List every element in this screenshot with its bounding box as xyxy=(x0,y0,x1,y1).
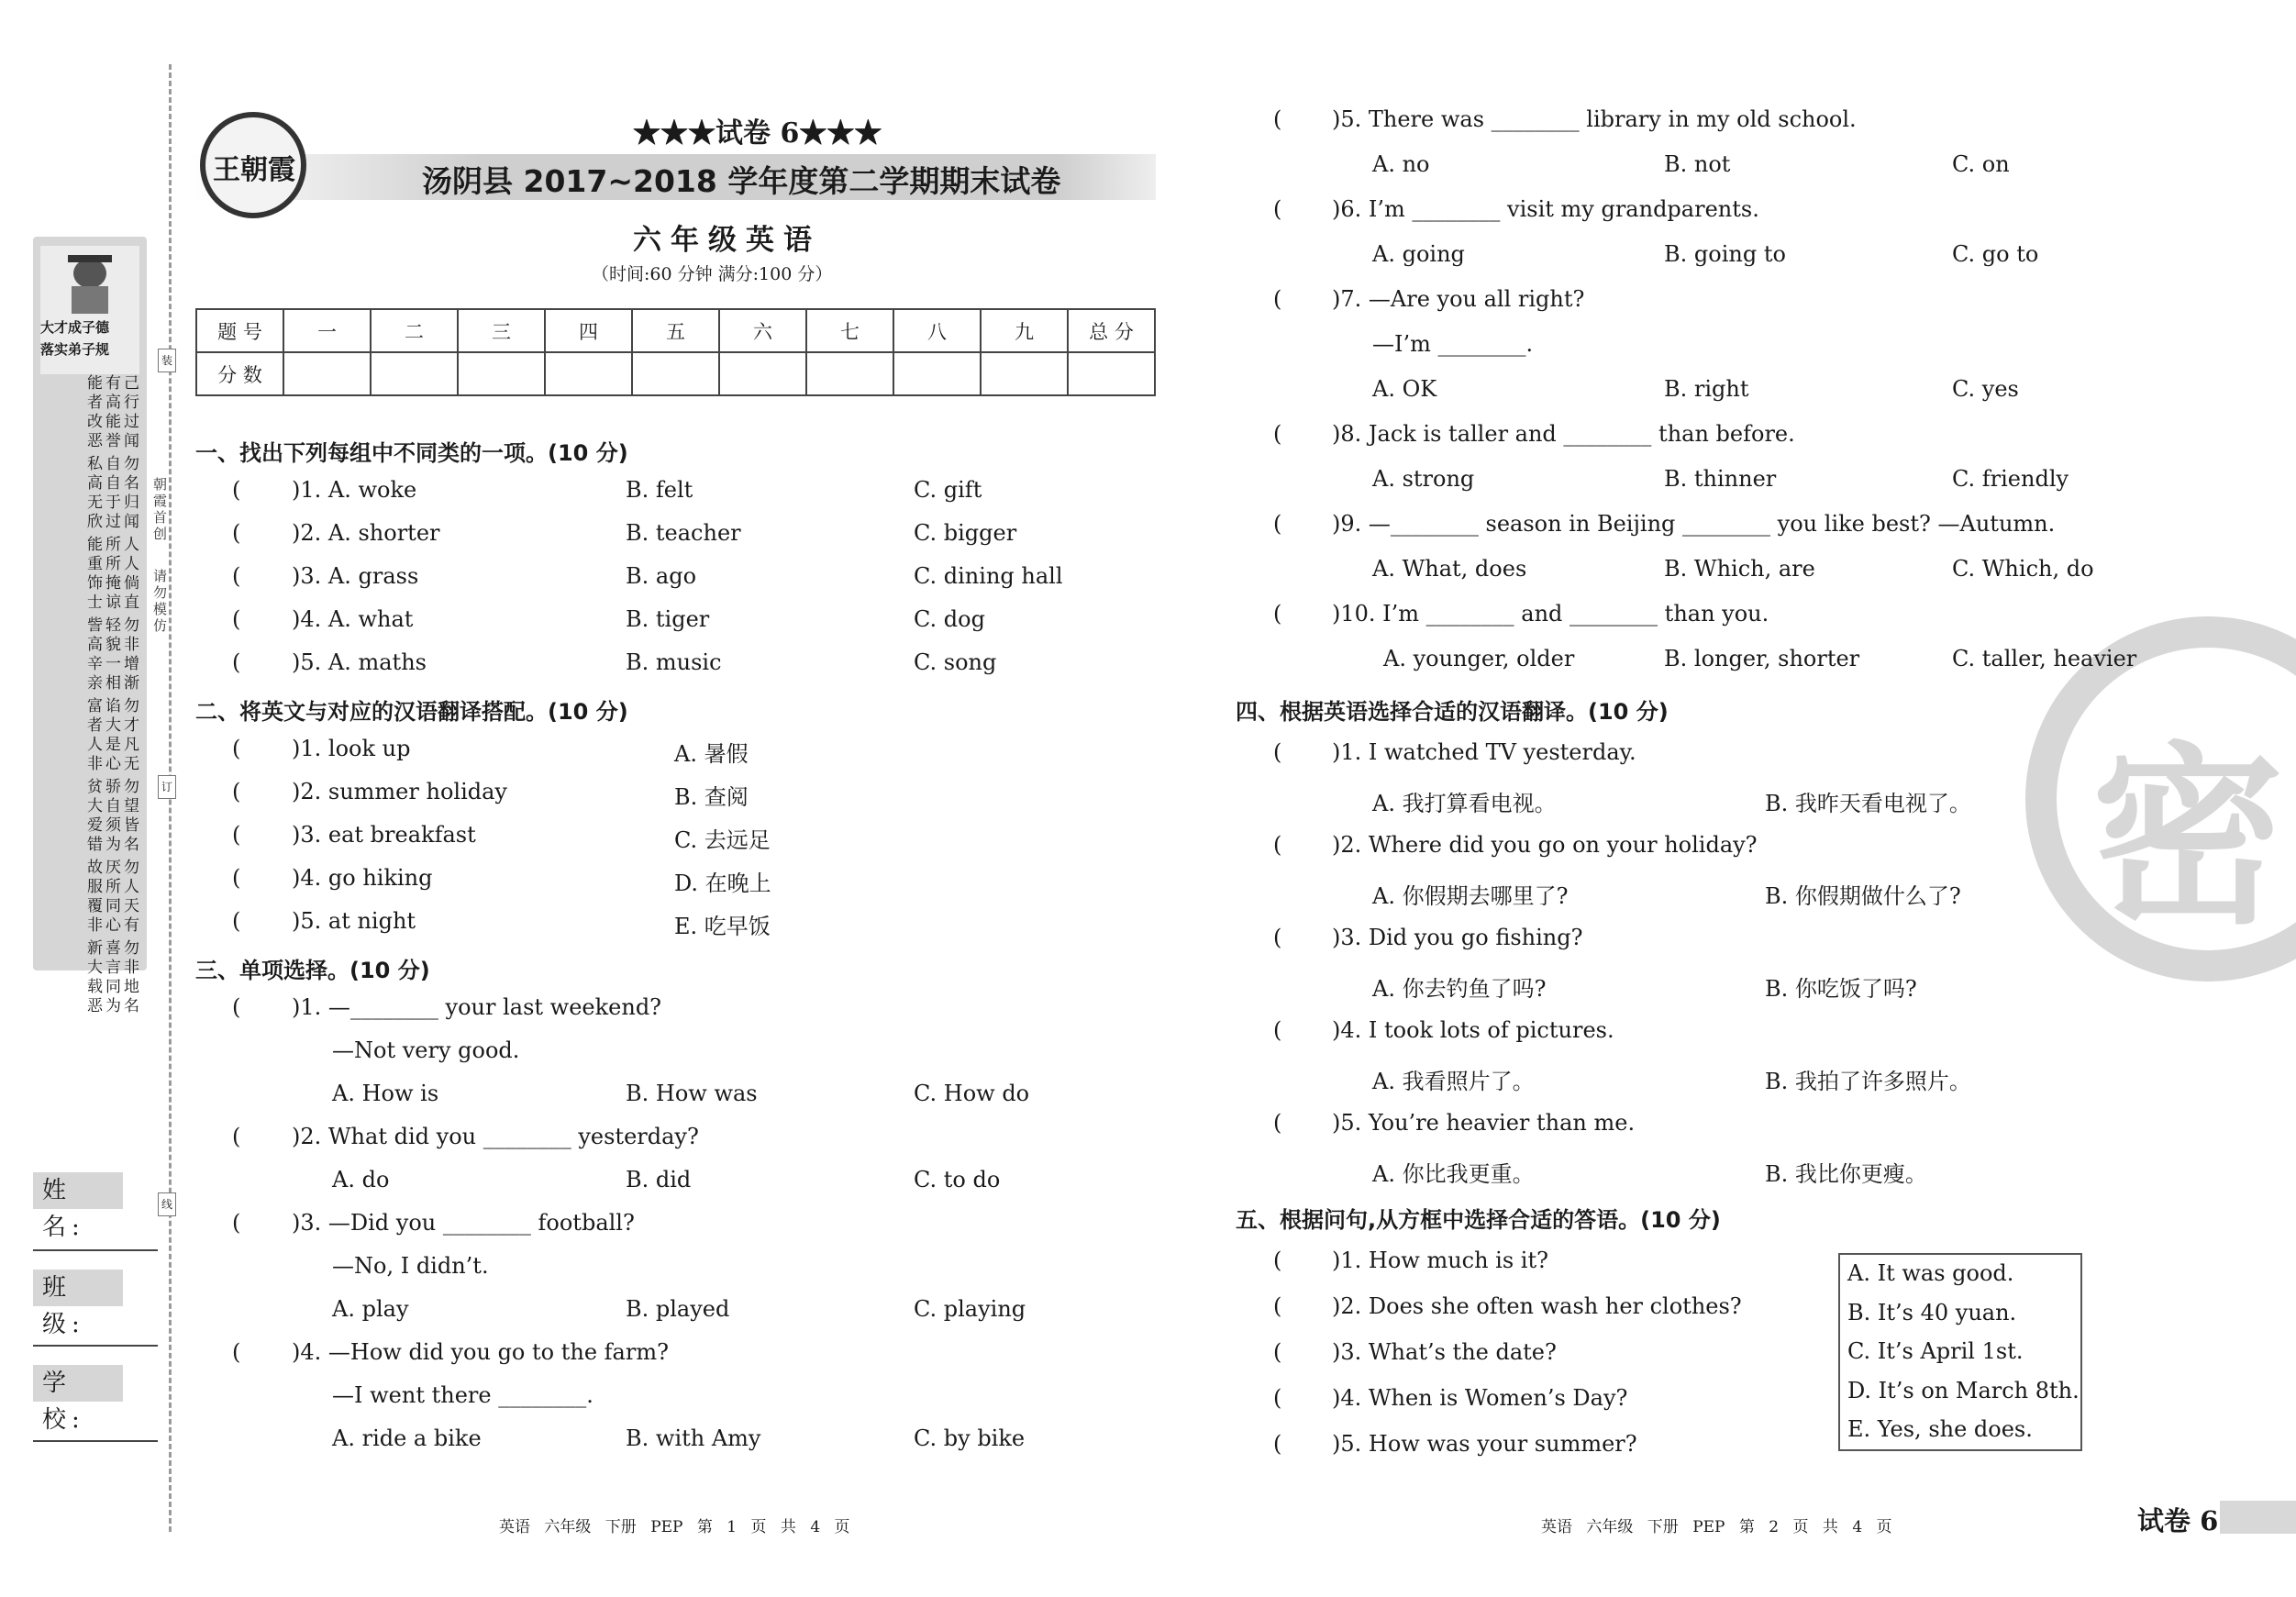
class-line[interactable] xyxy=(33,1345,158,1347)
option-b: B. 我拍了许多照片。 xyxy=(1765,1069,1971,1094)
answer-paren[interactable]: ( xyxy=(232,649,241,675)
choice-option: C. by bike xyxy=(914,1425,1026,1451)
score-cell[interactable] xyxy=(1068,352,1155,395)
footer-left: 英语 六年级 下册 PEP 第 1 页 共 4 页 xyxy=(499,1518,850,1536)
section-1-title: 一、找出下列每组中不同类的一项。(10 分) xyxy=(195,440,628,466)
choice-option: A. no xyxy=(1372,151,1430,177)
choice-option: A. How is xyxy=(332,1081,439,1106)
choice-option: C. on xyxy=(1952,151,2010,177)
cut-mark-3: 线 xyxy=(158,1192,176,1216)
question-item: )2. What did you ________ yesterday? xyxy=(292,1124,699,1149)
option-b: B. tiger xyxy=(626,606,710,632)
answer-paren[interactable]: ( xyxy=(232,1210,241,1236)
question-item: )2. A. shorter xyxy=(292,520,440,546)
option-c: C. bigger xyxy=(914,520,1017,546)
motto-column: 自自于过 xyxy=(102,455,120,532)
option-a: A. 你去钓鱼了吗? xyxy=(1372,976,1547,1002)
subject-title: 六年级英语 xyxy=(633,224,821,257)
motto-column: 己行过闻 xyxy=(120,374,139,451)
answer-paren[interactable]: ( xyxy=(1273,421,1282,447)
section-5-title: 五、根据问句,从方框中选择合适的答语。(10 分) xyxy=(1236,1207,1721,1233)
answer-paren[interactable]: ( xyxy=(1273,106,1282,132)
name-line[interactable] xyxy=(33,1249,158,1251)
score-table xyxy=(195,308,1156,396)
choice-option: B. Which, are xyxy=(1664,556,1815,582)
choice-option: A. What, does xyxy=(1372,556,1527,582)
question-reply: —No, I didn’t. xyxy=(332,1253,489,1279)
score-cell[interactable] xyxy=(719,352,806,395)
option-b: B. music xyxy=(626,649,722,675)
exam-title: 汤阴县 2017~2018 学年度第二学期期末试卷 xyxy=(422,163,1061,199)
time-info: （时间:60 分钟 满分:100 分） xyxy=(592,264,833,284)
score-cell[interactable] xyxy=(283,352,371,395)
match-option: A. 暑假 xyxy=(674,741,749,767)
answer-paren[interactable]: ( xyxy=(1273,601,1282,627)
choice-option: A. younger, older xyxy=(1383,646,1575,671)
motto-column: 富者人非 xyxy=(83,697,102,774)
choice-option: C. go to xyxy=(1952,241,2039,267)
school-label: 学 校: xyxy=(33,1365,123,1402)
question-item: )4. —How did you go to the farm? xyxy=(292,1339,669,1365)
question-item: )2. summer holiday xyxy=(292,779,507,804)
score-cell[interactable] xyxy=(545,352,632,395)
choice-option: B. How was xyxy=(626,1081,758,1106)
answer-paren[interactable]: ( xyxy=(1273,739,1282,765)
answer-paren[interactable]: ( xyxy=(232,1339,241,1365)
answer-paren[interactable]: ( xyxy=(232,1124,241,1149)
answer-paren[interactable]: ( xyxy=(232,563,241,589)
answer-paren[interactable]: ( xyxy=(1273,1248,1282,1273)
choice-option: C. yes xyxy=(1952,376,2019,402)
choice-option: B. longer, shorter xyxy=(1664,646,1860,671)
motto-column: 勿望皆名 xyxy=(120,778,139,855)
motto-column: 能者改恶 xyxy=(83,374,102,451)
score-header-cell: 三 xyxy=(458,309,545,352)
option-b: B. felt xyxy=(626,477,693,503)
answer-paren[interactable]: ( xyxy=(1273,925,1282,950)
question-item: )4. A. what xyxy=(292,606,414,632)
question-item: )1. —________ your last weekend? xyxy=(292,994,662,1020)
choice-option: B. right xyxy=(1664,376,1749,402)
answer-paren[interactable]: ( xyxy=(232,908,241,934)
question-item: )5. How was your summer? xyxy=(1332,1431,1637,1457)
option-b: B. 我昨天看电视了。 xyxy=(1765,791,1971,816)
choice-option: B. with Amy xyxy=(626,1425,761,1451)
question-reply: —Not very good. xyxy=(332,1037,520,1063)
motto-column: 有高能誉 xyxy=(102,374,120,451)
choice-option: B. going to xyxy=(1664,241,1786,267)
score-header-cell: 六 xyxy=(719,309,806,352)
score-value-row xyxy=(196,352,1155,395)
score-header-label: 题 号 xyxy=(196,309,283,352)
answer-box-item: B. It’s 40 yuan. xyxy=(1847,1299,2017,1325)
choice-option: C. How do xyxy=(914,1081,1030,1106)
class-label: 班 级: xyxy=(33,1270,123,1306)
choice-option: B. thinner xyxy=(1664,466,1777,492)
option-b: B. 我比你更瘦。 xyxy=(1765,1161,1927,1187)
answer-box-item: D. It’s on March 8th. xyxy=(1847,1377,2080,1403)
score-cell[interactable] xyxy=(981,352,1068,395)
choice-option: A. ride a bike xyxy=(332,1425,482,1451)
exam-label: ★★★试卷 6★★★ xyxy=(633,117,882,150)
paper-tag: 试卷 6 xyxy=(2137,1505,2219,1536)
motto-column: 谄大是心 xyxy=(102,697,120,774)
question-item: )8. Jack is taller and ________ than before. xyxy=(1332,421,1795,447)
score-cell[interactable] xyxy=(893,352,981,395)
cut-mark-1: 装 xyxy=(158,349,176,372)
option-b: B. 你吃饭了吗? xyxy=(1765,976,1917,1002)
question-item: )1. A. woke xyxy=(292,477,417,503)
answer-paren[interactable]: ( xyxy=(232,865,241,891)
motto-column: 故服覆非 xyxy=(83,859,102,936)
cut-mark-2: 订 xyxy=(158,775,176,799)
question-item: )4. When is Women’s Day? xyxy=(1332,1385,1628,1411)
name-label: 姓 名: xyxy=(33,1172,123,1209)
score-header-cell: 二 xyxy=(371,309,458,352)
question-item: )5. You’re heavier than me. xyxy=(1332,1110,1636,1136)
motto-column: 骄自须为 xyxy=(102,778,120,855)
option-c: C. dog xyxy=(914,606,985,632)
answer-box-item: E. Yes, she does. xyxy=(1847,1416,2033,1442)
question-reply: —I’m ________. xyxy=(1372,331,1534,357)
motto-column: 勿人天有 xyxy=(120,859,139,936)
logo-text: 王朝霞 xyxy=(213,154,295,186)
choice-option: B. not xyxy=(1664,151,1731,177)
motto-column: 能重饰士 xyxy=(83,536,102,613)
confidential-seal-text: 密 xyxy=(2091,724,2285,950)
motto-column: 勿名归闻 xyxy=(120,455,139,532)
section-2-title: 二、将英文与对应的汉语翻译搭配。(10 分) xyxy=(195,699,628,725)
motto-column: 喜言同为 xyxy=(102,939,120,1016)
choice-option: A. OK xyxy=(1372,376,1437,402)
score-header-cell: 四 xyxy=(545,309,632,352)
answer-paren[interactable]: ( xyxy=(1273,1339,1282,1365)
answer-paren[interactable]: ( xyxy=(1273,1017,1282,1043)
question-item: )4. I took lots of pictures. xyxy=(1332,1017,1614,1043)
answer-paren[interactable]: ( xyxy=(232,520,241,546)
motto-column: 勿非增渐 xyxy=(120,616,139,693)
motto-top-1: 大才成子德 xyxy=(40,319,110,336)
answer-paren[interactable]: ( xyxy=(232,822,241,848)
question-item: )3. A. grass xyxy=(292,563,419,589)
match-option: D. 在晚上 xyxy=(674,871,771,896)
score-header-cell: 九 xyxy=(981,309,1068,352)
motto-column: 新大载恶 xyxy=(83,939,102,1016)
option-b: B. teacher xyxy=(626,520,741,546)
motto-column: 人人倘直 xyxy=(120,536,139,613)
score-row-label: 分 数 xyxy=(196,352,283,395)
option-c: C. gift xyxy=(914,477,982,503)
answer-box-item: A. It was good. xyxy=(1847,1260,2014,1286)
question-item: )3. Did you go fishing? xyxy=(1332,925,1583,950)
motto-column: 勿非地名 xyxy=(120,939,139,1016)
option-b: B. 你假期做什么了? xyxy=(1765,883,1961,909)
section-4-title: 四、根据英语选择合适的汉语翻译。(10 分) xyxy=(1236,699,1669,725)
answer-paren[interactable]: ( xyxy=(232,779,241,804)
choice-option: A. play xyxy=(332,1296,409,1322)
motto-column: 勿才凡无 xyxy=(120,697,139,774)
answer-paren[interactable]: ( xyxy=(1273,286,1282,312)
option-b: B. ago xyxy=(626,563,697,589)
choice-option: C. taller, heavier xyxy=(1952,646,2137,671)
option-c: C. dining hall xyxy=(914,563,1063,589)
answer-paren[interactable]: ( xyxy=(1273,1431,1282,1457)
answer-paren[interactable]: ( xyxy=(1273,1385,1282,1411)
score-header-cell: 七 xyxy=(806,309,893,352)
question-item: )3. What’s the date? xyxy=(1332,1339,1557,1365)
option-a: A. 我看照片了。 xyxy=(1372,1069,1535,1094)
question-item: )10. I’m ________ and ________ than you. xyxy=(1332,601,1769,627)
choice-option: B. played xyxy=(626,1296,730,1322)
question-item: )1. look up xyxy=(292,736,411,761)
paper-tag-band xyxy=(2220,1501,2296,1534)
option-a: A. 你比我更重。 xyxy=(1372,1161,1535,1187)
answer-box-item: C. It’s April 1st. xyxy=(1847,1338,2024,1364)
answer-paren[interactable]: ( xyxy=(232,606,241,632)
motto-column: 所所掩谅 xyxy=(102,536,120,613)
choice-option: A. do xyxy=(332,1167,390,1192)
choice-option: C. Which, do xyxy=(1952,556,2094,582)
score-header-cell: 一 xyxy=(283,309,371,352)
question-item: )2. Does she often wash her clothes? xyxy=(1332,1293,1742,1319)
score-header-cell: 五 xyxy=(632,309,719,352)
motto-column: 私高无欣 xyxy=(83,455,102,532)
question-item: )1. How much is it? xyxy=(1332,1248,1548,1273)
match-option: C. 去远足 xyxy=(674,827,771,853)
school-line[interactable] xyxy=(33,1440,158,1442)
question-reply: —I went there ________. xyxy=(332,1382,593,1408)
option-c: C. song xyxy=(914,649,997,675)
choice-option: C. to do xyxy=(914,1167,1001,1192)
score-cell[interactable] xyxy=(806,352,893,395)
scholar-figure-icon xyxy=(40,246,139,319)
option-a: A. 你假期去哪里了? xyxy=(1372,883,1569,909)
answer-paren[interactable]: ( xyxy=(1273,511,1282,537)
score-cell[interactable] xyxy=(458,352,545,395)
section-3-title: 三、单项选择。(10 分) xyxy=(195,958,430,983)
choice-option: C. playing xyxy=(914,1296,1026,1322)
choice-option: A. strong xyxy=(1372,466,1475,492)
motto-top-2: 落实弟子规 xyxy=(40,341,110,358)
score-header-row xyxy=(196,309,1155,352)
question-item: )3. —Did you ________ football? xyxy=(292,1210,635,1236)
question-item: )6. I’m ________ visit my grandparents. xyxy=(1332,196,1759,222)
question-item: )5. A. maths xyxy=(292,649,427,675)
option-a: A. 我打算看电视。 xyxy=(1372,791,1557,816)
motto-column: 轻貌一相 xyxy=(102,616,120,693)
score-header-cell: 总 分 xyxy=(1068,309,1155,352)
answer-paren[interactable]: ( xyxy=(1273,832,1282,858)
match-option: E. 吃早饭 xyxy=(674,914,771,939)
side-note-1: 朝霞首创 xyxy=(151,477,168,543)
question-item: )5. at night xyxy=(292,908,416,934)
question-item: )7. —Are you all right? xyxy=(1332,286,1585,312)
score-header-cell: 八 xyxy=(893,309,981,352)
question-item: )9. —________ season in Beijing ________ you like best? —Autumn. xyxy=(1332,511,2056,537)
question-item: )3. eat breakfast xyxy=(292,822,476,848)
score-cell[interactable] xyxy=(632,352,719,395)
motto-column: 訾高辛亲 xyxy=(83,616,102,693)
answer-paren[interactable]: ( xyxy=(232,477,241,503)
answer-paren[interactable]: ( xyxy=(1273,1293,1282,1319)
question-item: )2. Where did you go on your holiday? xyxy=(1332,832,1758,858)
motto-column: 厌所同心 xyxy=(102,859,120,936)
answer-paren[interactable]: ( xyxy=(232,994,241,1020)
answer-paren[interactable]: ( xyxy=(1273,196,1282,222)
motto-column: 贫大爱错 xyxy=(83,778,102,855)
question-item: )4. go hiking xyxy=(292,865,433,891)
choice-option: B. did xyxy=(626,1167,692,1192)
choice-option: A. going xyxy=(1372,241,1465,267)
answer-paren[interactable]: ( xyxy=(232,736,241,761)
footer-right: 英语 六年级 下册 PEP 第 2 页 共 4 页 xyxy=(1541,1518,1892,1536)
choice-option: C. friendly xyxy=(1952,466,2069,492)
score-cell[interactable] xyxy=(371,352,458,395)
question-item: )1. I watched TV yesterday. xyxy=(1332,739,1636,765)
match-option: B. 查阅 xyxy=(674,784,749,810)
answer-paren[interactable]: ( xyxy=(1273,1110,1282,1136)
question-item: )5. There was ________ library in my old school. xyxy=(1332,106,1857,132)
side-note-2: 请勿模仿 xyxy=(151,569,168,635)
